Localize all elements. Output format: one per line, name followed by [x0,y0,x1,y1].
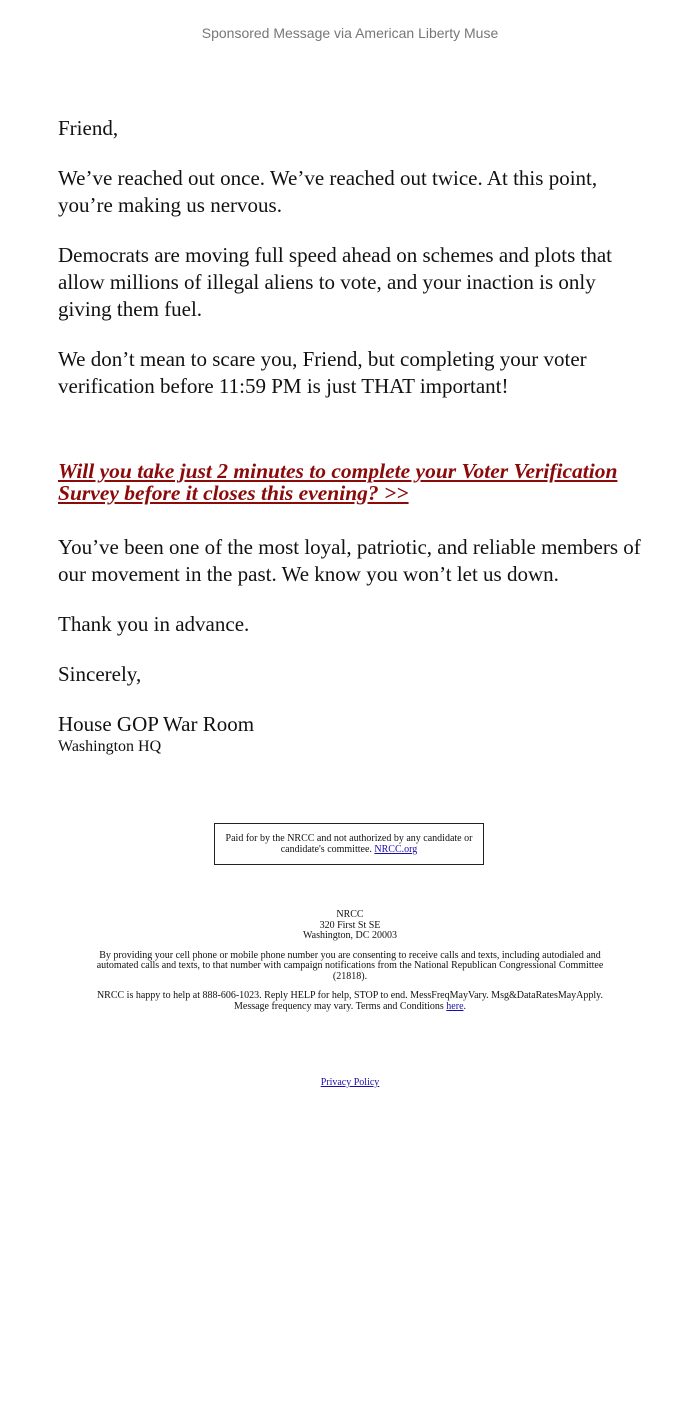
footer-org: NRCC [336,909,364,920]
footer-street: 320 First St SE [319,919,381,931]
paragraph: Thank you in advance. [58,612,250,636]
sponsored-header: Sponsored Message via American Liberty Muse [201,25,499,41]
disclaimer-text: Paid for by the NRCC and not authorized by any candidate or candidate's committee. [225,833,473,855]
footer-city: Washington, DC 20003 [303,930,397,941]
survey-cta-link[interactable]: Will you take just 2 minutes to complete your Voter Verification Survey before it closes this evening? >> [58,459,618,505]
help-text: NRCC is happy to help at 888-606-1023. Reply HELP for help, STOP to end. MessFreqMayVary. Msg&DataRatesMayApply. Message frequency may vary. Terms and Conditions [96,990,604,1012]
greeting: Friend, [58,116,119,140]
paid-for-disclaimer [214,823,484,865]
consent-text: By providing your cell phone or mobile phone number you are consenting to receive calls and texts, including autodialed and automated calls and texts, to that number with campaign notifications from the National Republican Congressional Committee (21818). [96,949,604,982]
footer [95,910,605,1021]
paragraph: Sincerely, [58,662,142,686]
paragraph: Democrats are moving full speed ahead on schemes and plots that allow millions of illegal aliens to vote, and your inaction is only giving them fuel. [58,243,612,321]
nrcc-link[interactable]: NRCC.org [374,844,418,855]
signature-subtitle: Washington HQ [58,738,162,755]
signature: House GOP War Room [58,712,255,736]
paragraph: We don’t mean to scare you, Friend, but completing your voter verification before 11:59 PM is just THAT important! [58,347,587,398]
paragraph: We’ve reached out once. We’ve reached out twice. At this point, you’re making us nervous. [58,166,598,217]
email-body [58,115,648,757]
terms-link[interactable]: here [446,1000,464,1012]
paragraph: You’ve been one of the most loyal, patriotic, and reliable members of our movement in the past. We know you won’t let us down. [58,535,641,586]
period: . [463,1000,467,1012]
privacy-policy-link[interactable]: Privacy Policy [320,1077,380,1088]
